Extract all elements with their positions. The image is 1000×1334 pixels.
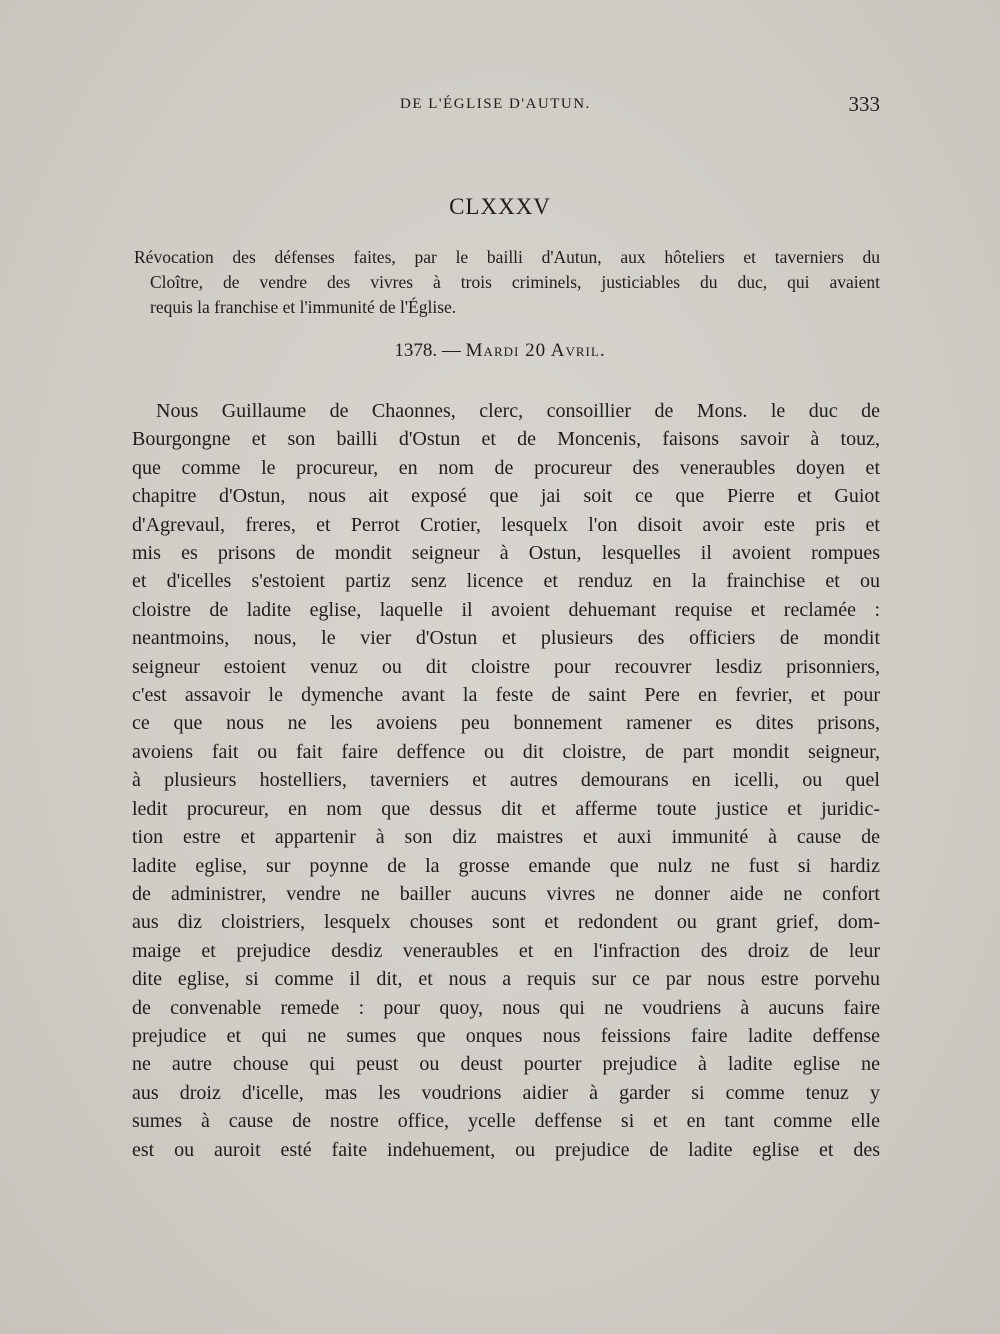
document-text bbox=[132, 397, 880, 1164]
text-line: Bourgongne et son bailli d'Ostun et de Moncenis, faisons savoir à touz, bbox=[132, 428, 880, 451]
text-line: prejudice et qui ne sumes que onques nous feissions faire ladite deffense bbox=[132, 1024, 880, 1047]
text-line: c'est assavoir le dymenche avant la feste de saint Pere en fevrier, et pour bbox=[132, 684, 880, 707]
page-number: 333 bbox=[848, 92, 880, 116]
text-line: est ou auroit esté faite indehuement, ou prejudice de ladite eglise et des bbox=[132, 1138, 880, 1161]
text-line: cloistre de ladite eglise, laquelle il avoient dehuemant requise et reclamée : bbox=[132, 598, 880, 621]
text-line: aus diz cloistriers, lesquelx chouses sont et redondent ou grant grief, dom- bbox=[132, 911, 880, 934]
text-line: ne autre chouse qui peust ou deust pourter prejudice à ladite eglise ne bbox=[132, 1053, 880, 1076]
text-line: à plusieurs hostelliers, taverniers et autres demourans en icelli, ou quel bbox=[132, 769, 880, 792]
text-line: avoiens fait ou fait faire deffence ou dit cloistre, de part mondit seigneur, bbox=[132, 740, 880, 763]
text-line: tion estre et appartenir à son diz maistres et auxi immunité à cause de bbox=[132, 826, 880, 849]
text-line: mis es prisons de mondit seigneur à Ostun, lesquelles il avoient rompues bbox=[132, 542, 880, 565]
text-line: d'Agrevaul, freres, et Perrot Crotier, lesquelx l'on disoit avoir este pris et bbox=[132, 513, 880, 536]
document-number: CLXXXV bbox=[449, 194, 551, 219]
text-line: ladite eglise, sur poynne de la grosse emande que nulz ne fust si hardiz bbox=[132, 854, 880, 877]
summary-line: Révocation des défenses faites, par le bailli d'Autun, aux hôteliers et taverniers du bbox=[134, 247, 880, 267]
text-line: Nous Guillaume de Chaonnes, clerc, consoillier de Mons. le duc de bbox=[156, 400, 880, 422]
text-line: sumes à cause de nostre office, ycelle deffense si et en tant comme elle bbox=[132, 1110, 880, 1133]
text-line: ledit procureur, en nom que dessus dit et afferme toute justice et juridic- bbox=[132, 797, 880, 820]
text-line: chapitre d'Ostun, nous ait exposé que jai soit ce que Pierre et Guiot bbox=[132, 485, 880, 508]
summary-line: Cloître, de vendre des vivres à trois criminels, justiciables du duc, qui avaient bbox=[150, 272, 880, 292]
text-line: ce que nous ne les avoiens peu bonnement ramener es dites prisons, bbox=[132, 712, 880, 735]
text-line: neantmoins, nous, le vier d'Ostun et plusieurs des officiers de mondit bbox=[132, 627, 880, 650]
running-head: DE L'ÉGLISE D'AUTUN. bbox=[400, 96, 591, 112]
date-year: 1378. — bbox=[394, 340, 461, 361]
text-line: dite eglise, si comme il dit, et nous a requis sur ce par nous estre porvehu bbox=[132, 968, 880, 991]
summary-line: requis la franchise et l'immunité de l'Église. bbox=[150, 297, 457, 317]
text-line: aus droiz d'icelle, mas les voudrions aidier à garder si comme tenuz y bbox=[132, 1081, 880, 1104]
text-line: que comme le procureur, en nom de procureur des veneraubles doyen et bbox=[132, 456, 880, 479]
text-line: de administrer, vendre ne bailler aucuns vivres ne donner aide ne confort bbox=[132, 882, 880, 905]
date-day: Mardi 20 Avril. bbox=[465, 340, 606, 361]
text-line: seigneur estoient venuz ou dit cloistre pour recouvrer lesdiz prisonniers, bbox=[132, 655, 880, 678]
document-date bbox=[0, 340, 1000, 362]
text-line: et d'icelles s'estoient partiz senz licence et renduz en la frainchise et ou bbox=[132, 570, 880, 593]
document-summary bbox=[134, 245, 880, 320]
text-line: de convenable remede : pour quoy, nous qui ne voudriens à aucuns faire bbox=[132, 996, 880, 1019]
text-line: maige et prejudice desdiz veneraubles et en l'infraction des droiz de leur bbox=[132, 939, 880, 962]
